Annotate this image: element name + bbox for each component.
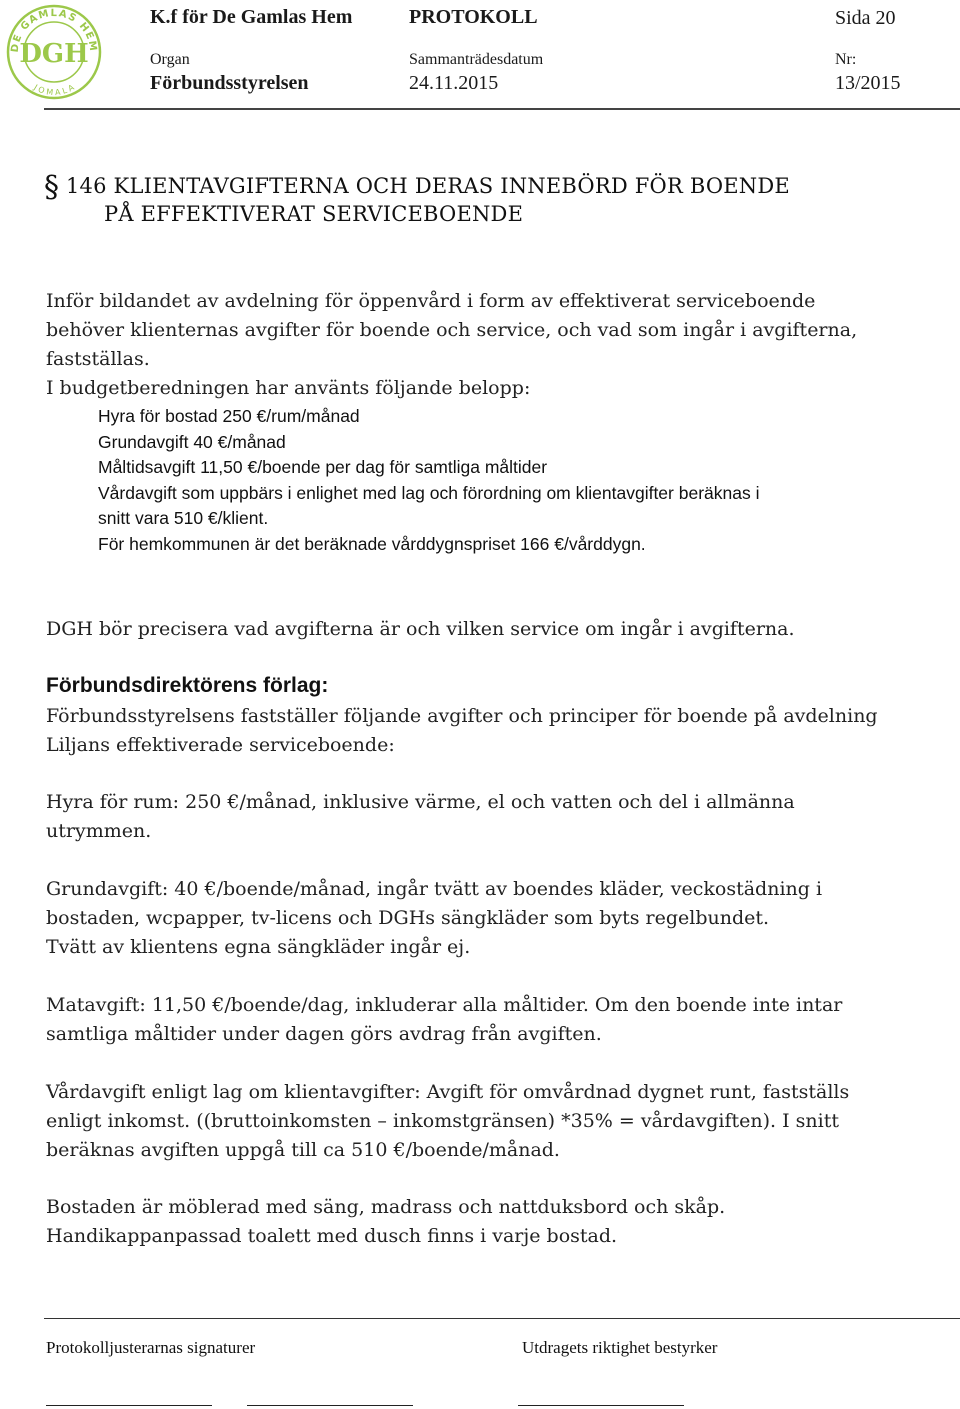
logo-ring-bottom: J O M A L A <box>32 82 76 98</box>
nr-label: Nr: <box>835 51 857 68</box>
meal-fee-line-1: Matavgift: 11,50 €/boende/dag, inkluderar alla måltider. Om den boende inte intar <box>46 994 843 1016</box>
page-number: Sida 20 <box>835 7 896 29</box>
organ-label: Organ <box>150 51 190 68</box>
budget-item-care-fee: Vårdavgift som uppbärs i enlighet med lag och förordning om klientavgifter beräknas i <box>98 483 760 503</box>
meal-fee-line-2: samtliga måltider under dagen görs avdrag från avgiften. <box>46 1023 602 1045</box>
footer-rule <box>44 1318 960 1319</box>
care-fee-line-1: Vårdavgift enligt lag om klientavgifter: Avgift för omvårdnad dygnet runt, fastställs <box>46 1081 850 1103</box>
base-fee-line-2: bostaden, wcpapper, tv-licens och DGHs sängkläder som byts regelbundet. <box>46 907 770 929</box>
doc-type: PROTOKOLL <box>409 6 538 28</box>
furnishing-line-1: Bostaden är möblerad med säng, madrass och nattduksbord och skåp. <box>46 1196 726 1218</box>
nr-value: 13/2015 <box>835 72 901 94</box>
intro-line-4: I budgetberedningen har använts följande belopp: <box>46 377 531 399</box>
section-title-line1: 146 KLIENTAVGIFTERNA OCH DERAS INNEBÖRD FÖR BOENDE <box>66 174 790 198</box>
logo-initials: DGH <box>19 39 89 69</box>
base-fee-line-3: Tvätt av klientens egna sängkläder ingår ej. <box>46 936 471 958</box>
proposal-intro-line-1: Förbundsstyrelsens fastställer följande avgifter och principer för boende på avdelning <box>46 705 878 727</box>
header-rule <box>44 108 960 110</box>
rent-line-2: utrymmen. <box>46 820 152 842</box>
signature-line-1 <box>46 1405 212 1406</box>
care-fee-line-3: beräknas avgiften uppgå till ca 510 €/boende/månad. <box>46 1139 560 1161</box>
budget-item-base-fee: Grundavgift 40 €/månad <box>98 432 286 452</box>
organ-value: Förbundsstyrelsen <box>150 72 309 94</box>
furnishing-line-2: Handikappanpassad toalett med dusch finns i varje bostad. <box>46 1225 618 1247</box>
date-label: Sammanträdesdatum <box>409 51 544 68</box>
care-fee-line-2: enligt inkomst. ((bruttoinkomsten – inkomstgränsen) *35% = vårdavgiften). I snitt <box>46 1110 839 1132</box>
dgh-note: DGH bör precisera vad avgifterna är och vilken service om ingår i avgifterna. <box>46 618 795 640</box>
intro-line-1: Inför bildandet av avdelning för öppenvård i form av effektiverat serviceboende <box>46 290 816 312</box>
budget-item-rent: Hyra för bostad 250 €/rum/månad <box>98 406 360 426</box>
section-symbol: § <box>44 170 60 205</box>
intro-line-2: behöver klienternas avgifter för boende och service, och vad som ingår i avgifterna, <box>46 319 858 341</box>
section-title-line2: PÅ EFFEKTIVERAT SERVICEBOENDE <box>104 202 524 226</box>
intro-line-3: fastställas. <box>46 348 150 370</box>
logo-ring-top: DE GAMLAS HEM <box>9 7 99 53</box>
dgh-logo <box>4 2 104 102</box>
org-name: K.f för De Gamlas Hem <box>150 6 353 28</box>
base-fee-line-1: Grundavgift: 40 €/boende/månad, ingår tvätt av boendes kläder, veckostädning i <box>46 878 823 900</box>
footer-signatures-label: Protokolljusterarnas signaturer <box>46 1338 256 1357</box>
budget-item-care-fee-cont: snitt vara 510 €/klient. <box>98 508 269 528</box>
budget-item-meal-fee: Måltidsavgift 11,50 €/boende per dag för samtliga måltider <box>98 457 548 477</box>
budget-item-day-price: För hemkommunen är det beräknade vårddygnspriset 166 €/vårddygn. <box>98 534 646 554</box>
rent-line-1: Hyra för rum: 250 €/månad, inklusive värme, el och vatten och del i allmänna <box>46 791 795 813</box>
date-value: 24.11.2015 <box>409 72 499 94</box>
proposal-heading: Förbundsdirektörens förlag: <box>46 674 329 697</box>
proposal-intro-line-2: Liljans effektiverade serviceboende: <box>46 734 395 756</box>
signature-line-2 <box>247 1405 413 1406</box>
footer-verification-label: Utdragets riktighet bestyrker <box>522 1338 718 1357</box>
signature-line-3 <box>518 1405 684 1406</box>
